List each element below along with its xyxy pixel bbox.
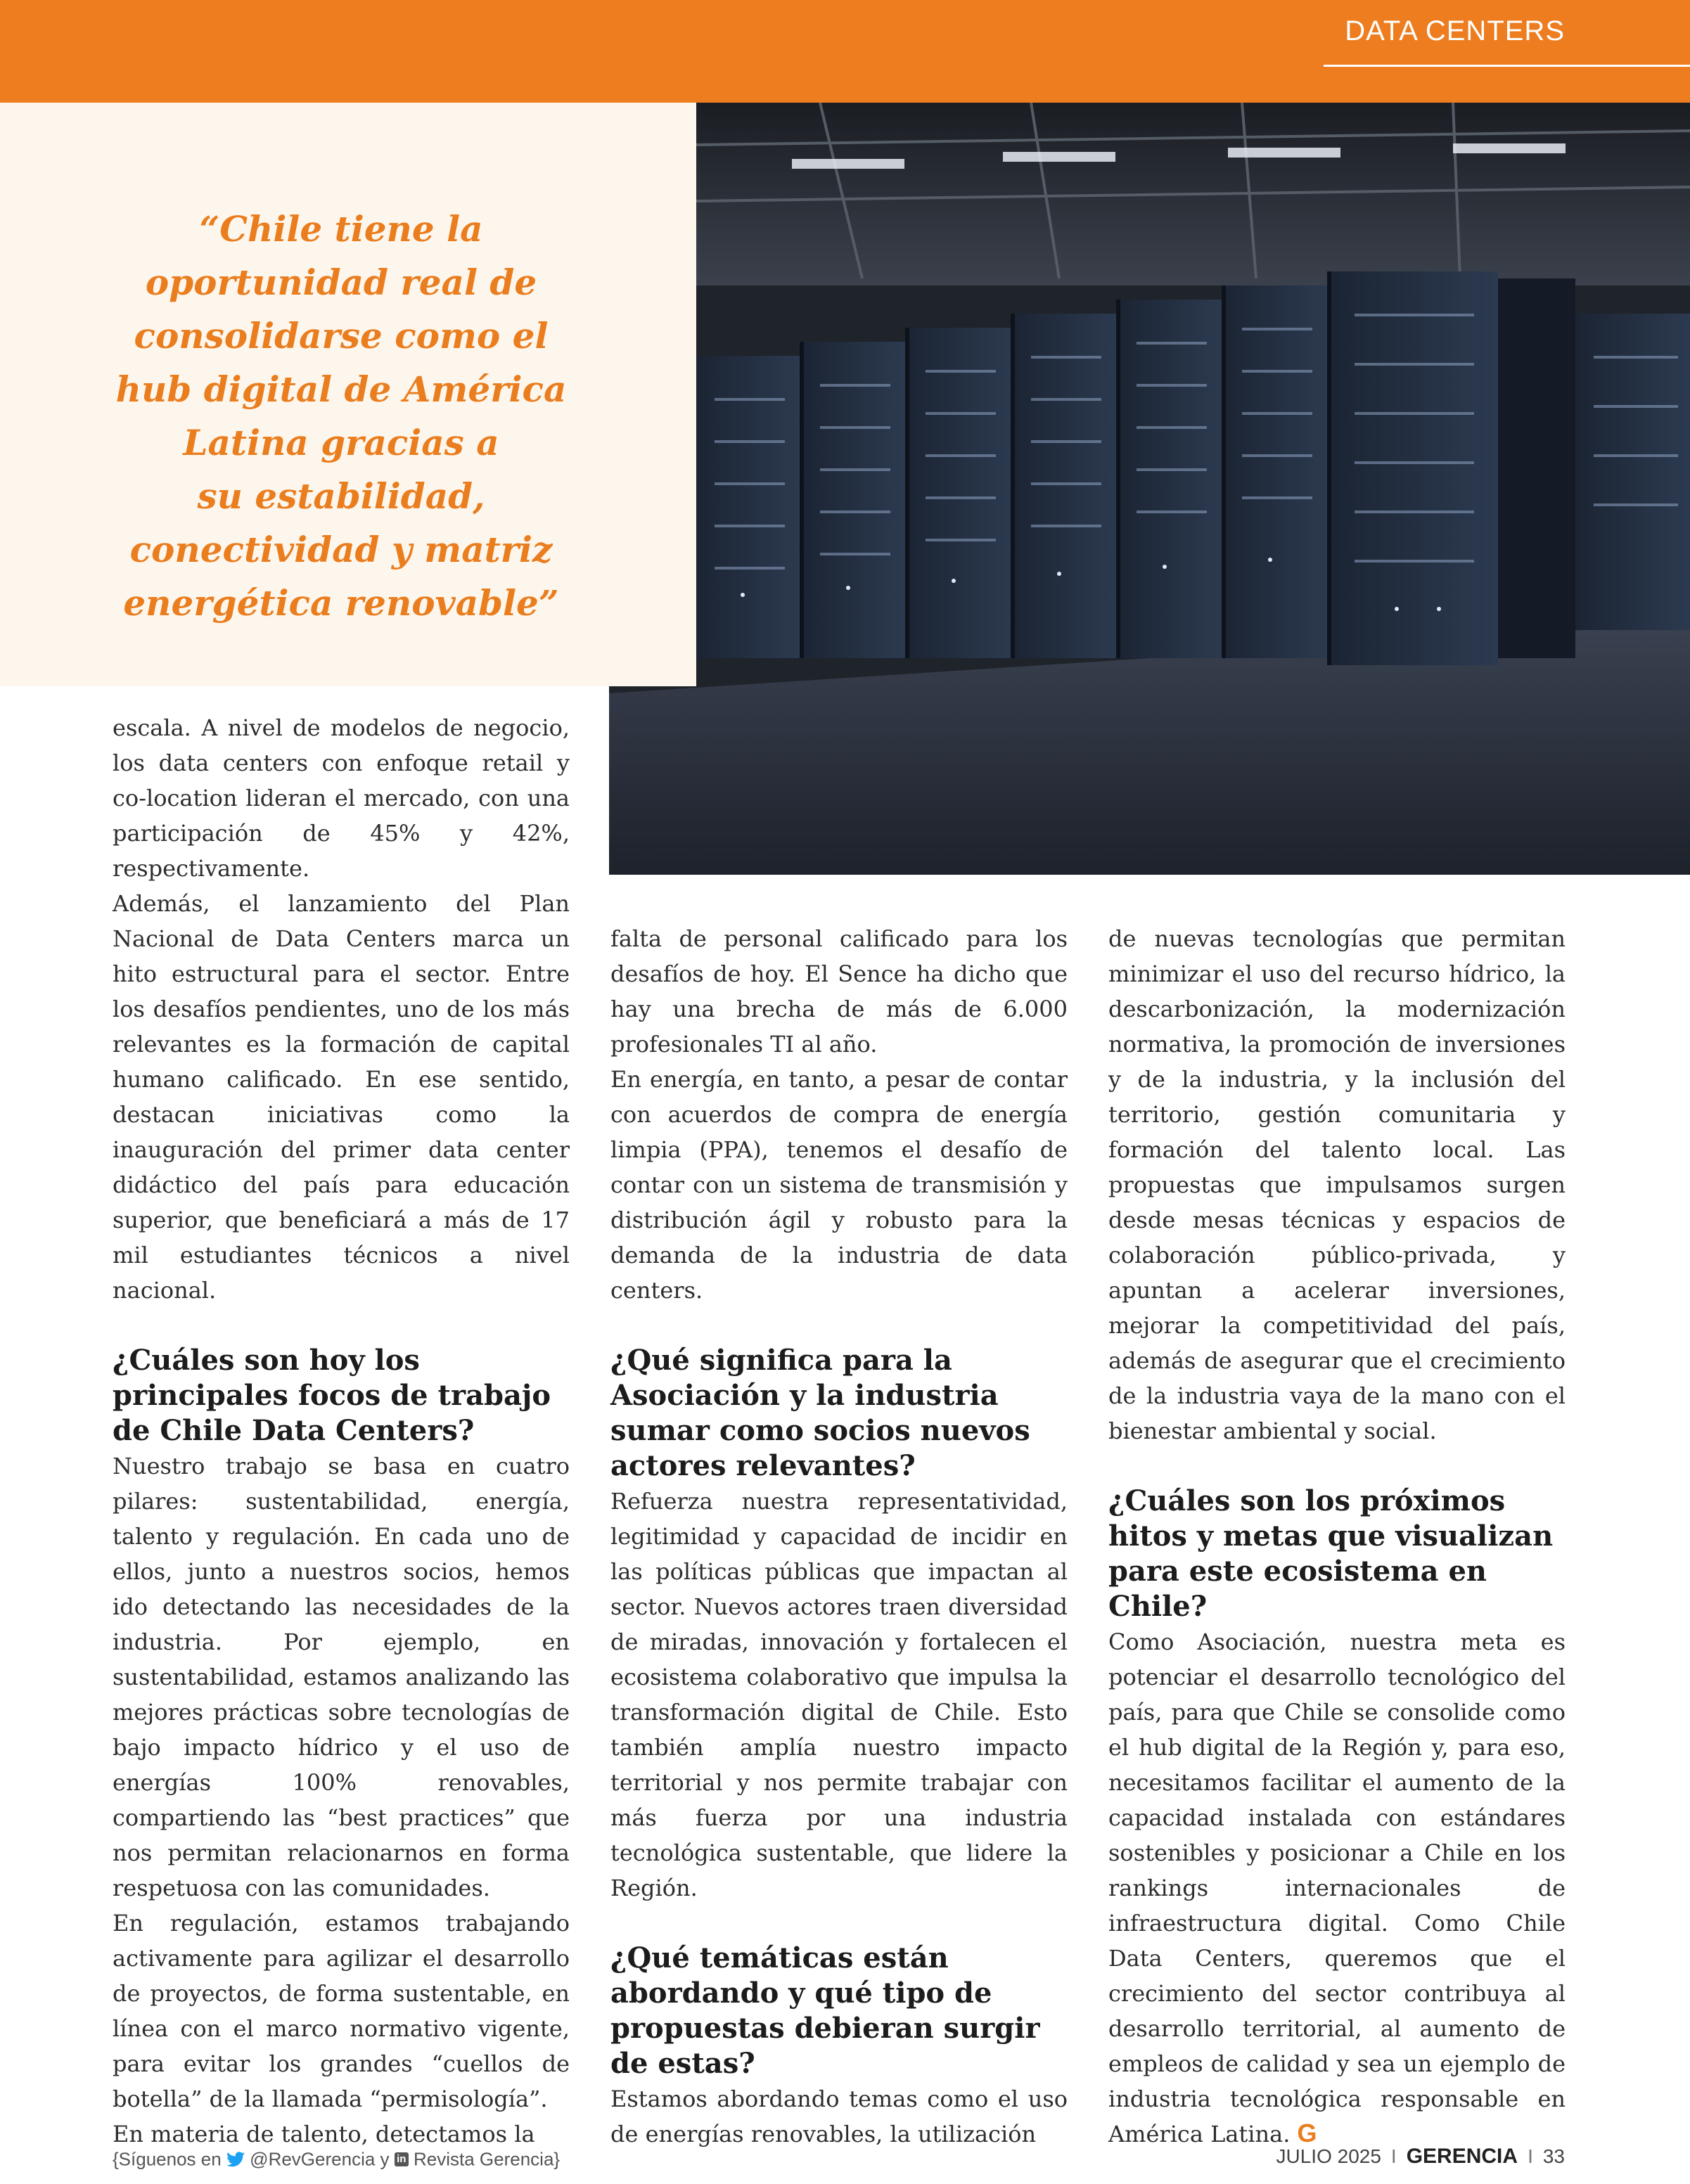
paragraph: Además, el lanzamiento del Plan Nacional de Data Centers marca un hito estructural para el sector. Entre los desafíos pendientes, uno de los más relevantes es la formación de capital humano calificado. En ese sentido, destacan iniciativas como la inauguración del primer data center didáctico del país para educación superior, que beneficiará a más de 17 mil estudiantes técnicos a nivel nacional. — [113, 890, 570, 1304]
folio-separator: I — [1390, 2145, 1397, 2167]
section-label: DATA CENTERS — [1345, 15, 1565, 46]
paragraph: En regulación, estamos trabajando activamente para agilizar el desarrollo de proyectos, de forma sustentable, en línea con el marco normativo vigente, para evitar los grandes “cuellos de botella” de la llamada “permisología”. — [113, 1910, 570, 2112]
pull-quote-line: Latina gracias a — [183, 422, 499, 463]
question-heading: ¿Qué temáticas están abordando y qué tipo de propuestas debieran surgir de estas? — [610, 1941, 1040, 2080]
linkedin-icon: in — [395, 2152, 409, 2166]
paragraph: Refuerza nuestra representatividad, legitimidad y capacidad de incidir en las políticas públicas que impactan al sector. Nuevos actores traen diversidad de miradas, innovación y fortalecen el ecosistema colaborativo que impulsa la transformación digital de Chile. Esto también amplía nuestro impacto territorial y nos permite trabajar con más fuerza por una industria tecnológica sustentable, que lidere la Región. — [610, 1488, 1068, 1901]
magazine-brand: GERENCIA — [1406, 2145, 1518, 2168]
paragraph: escala. A nivel de modelos de negocio, los data centers con enfoque retail y co-location lideran el mercado, con una participación de 45% y 42%, respectivamente. — [113, 714, 570, 882]
pull-quote — [84, 203, 598, 630]
question-heading: ¿Cuáles son los próximos hitos y metas que visualizan para este ecosistema en Chile? — [1108, 1484, 1554, 1623]
pull-quote-line: consolidarse como el — [134, 315, 549, 356]
article-column-1 — [113, 710, 570, 2152]
article-column-2 — [610, 921, 1068, 2152]
pull-quote-line: “Chile tiene la — [199, 208, 483, 250]
footer-social — [113, 2147, 560, 2171]
pull-quote-line: su estabilidad, — [197, 475, 485, 517]
paragraph: En energía, en tanto, a pesar de contar con acuerdos de compra de energía limpia (PPA), tenemos el desafío de contar con un sistema de transmisión y distribución ágil y robusto para la demanda de la industria de data centers. — [610, 1066, 1068, 1304]
twitter-bird-icon — [226, 2152, 245, 2167]
paragraph-final — [1108, 1624, 1566, 2152]
paragraph: de nuevas tecnologías que permitan minimizar el uso del recurso hídrico, la descarbonización, la modernización normativa, la promoción de inversiones y de la industria, y la inclusión del territorio, gestión comunitaria y formación del talento local. Las propuestas que impulsamos surgen desde mesas técnicas y espacios de colaboración público-privada, y apuntan a acelerar inversiones, mejorar la competitividad del país, además de asegurar que el crecimiento de la industria vaya de la mano con el bienestar ambiental y social. — [1108, 925, 1566, 1444]
pull-quote-line: energética renovable” — [123, 582, 559, 624]
section-rule — [1324, 65, 1690, 67]
paragraph-text: Como Asociación, nuestra meta es potenciar el desarrollo tecnológico del país, para que Chile se consolide como el hub digital de la Región y, para eso, necesitamos facilitar el aumento de la capacidad instalada con estándares sostenibles y posicionar a Chile en los rankings internacionales de infraestructura digital. Como Chile Data Centers, queremos que el crecimiento del sector contribuya al desarrollo territorial, al aumento de empleos de calidad y sea un ejemplo de industria tecnológica responsable en América Latina. — [1108, 1629, 1566, 2147]
folio-separator: I — [1528, 2145, 1533, 2167]
footer-follow-text: {Síguenos en — [113, 2148, 222, 2170]
pull-quote-line: oportunidad real de — [145, 262, 537, 303]
issue-date: JULIO 2025 — [1276, 2145, 1381, 2167]
linkedin-name: Revista Gerencia} — [414, 2148, 561, 2170]
pull-quote-line: conectividad y matriz — [129, 529, 553, 570]
footer-folio — [1276, 2145, 1566, 2169]
twitter-handle: @RevGerencia y — [250, 2148, 390, 2170]
data-center-server-racks-photo — [609, 103, 1690, 875]
paragraph: Nuestro trabajo se basa en cuatro pilares: sustentabilidad, energía, talento y regulación. En cada uno de ellos, junto a nuestros socios, hemos ido detectando las necesidades de la industria. Por ejemplo, en sustentabilidad, estamos analizando las mejores prácticas sobre tecnologías de bajo impacto hídrico y el uso de energías 100% renovables, compartiendo las “best practices” que nos permitan relacionarnos en forma respetuosa con las comunidades. — [113, 1453, 570, 1901]
page-number: 33 — [1542, 2145, 1565, 2167]
pull-quote-line: hub digital de América — [115, 368, 567, 410]
paragraph: falta de personal calificado para los desafíos de hoy. El Sence ha dicho que hay una brecha de más de 6.000 profesionales TI al año. — [610, 925, 1068, 1058]
question-heading: ¿Cuáles son hoy los principales focos de trabajo de Chile Data Centers? — [113, 1344, 551, 1447]
paragraph: Estamos abordando temas como el uso de energías renovables, la utilización — [610, 2086, 1068, 2147]
paragraph: En materia de talento, detectamos la — [113, 2121, 535, 2147]
question-heading: ¿Qué significa para la Asociación y la industria sumar como socios nuevos actores relevantes? — [610, 1344, 1030, 1482]
gerencia-end-mark-icon: G — [1297, 2119, 1317, 2147]
article-column-3 — [1108, 921, 1566, 2152]
